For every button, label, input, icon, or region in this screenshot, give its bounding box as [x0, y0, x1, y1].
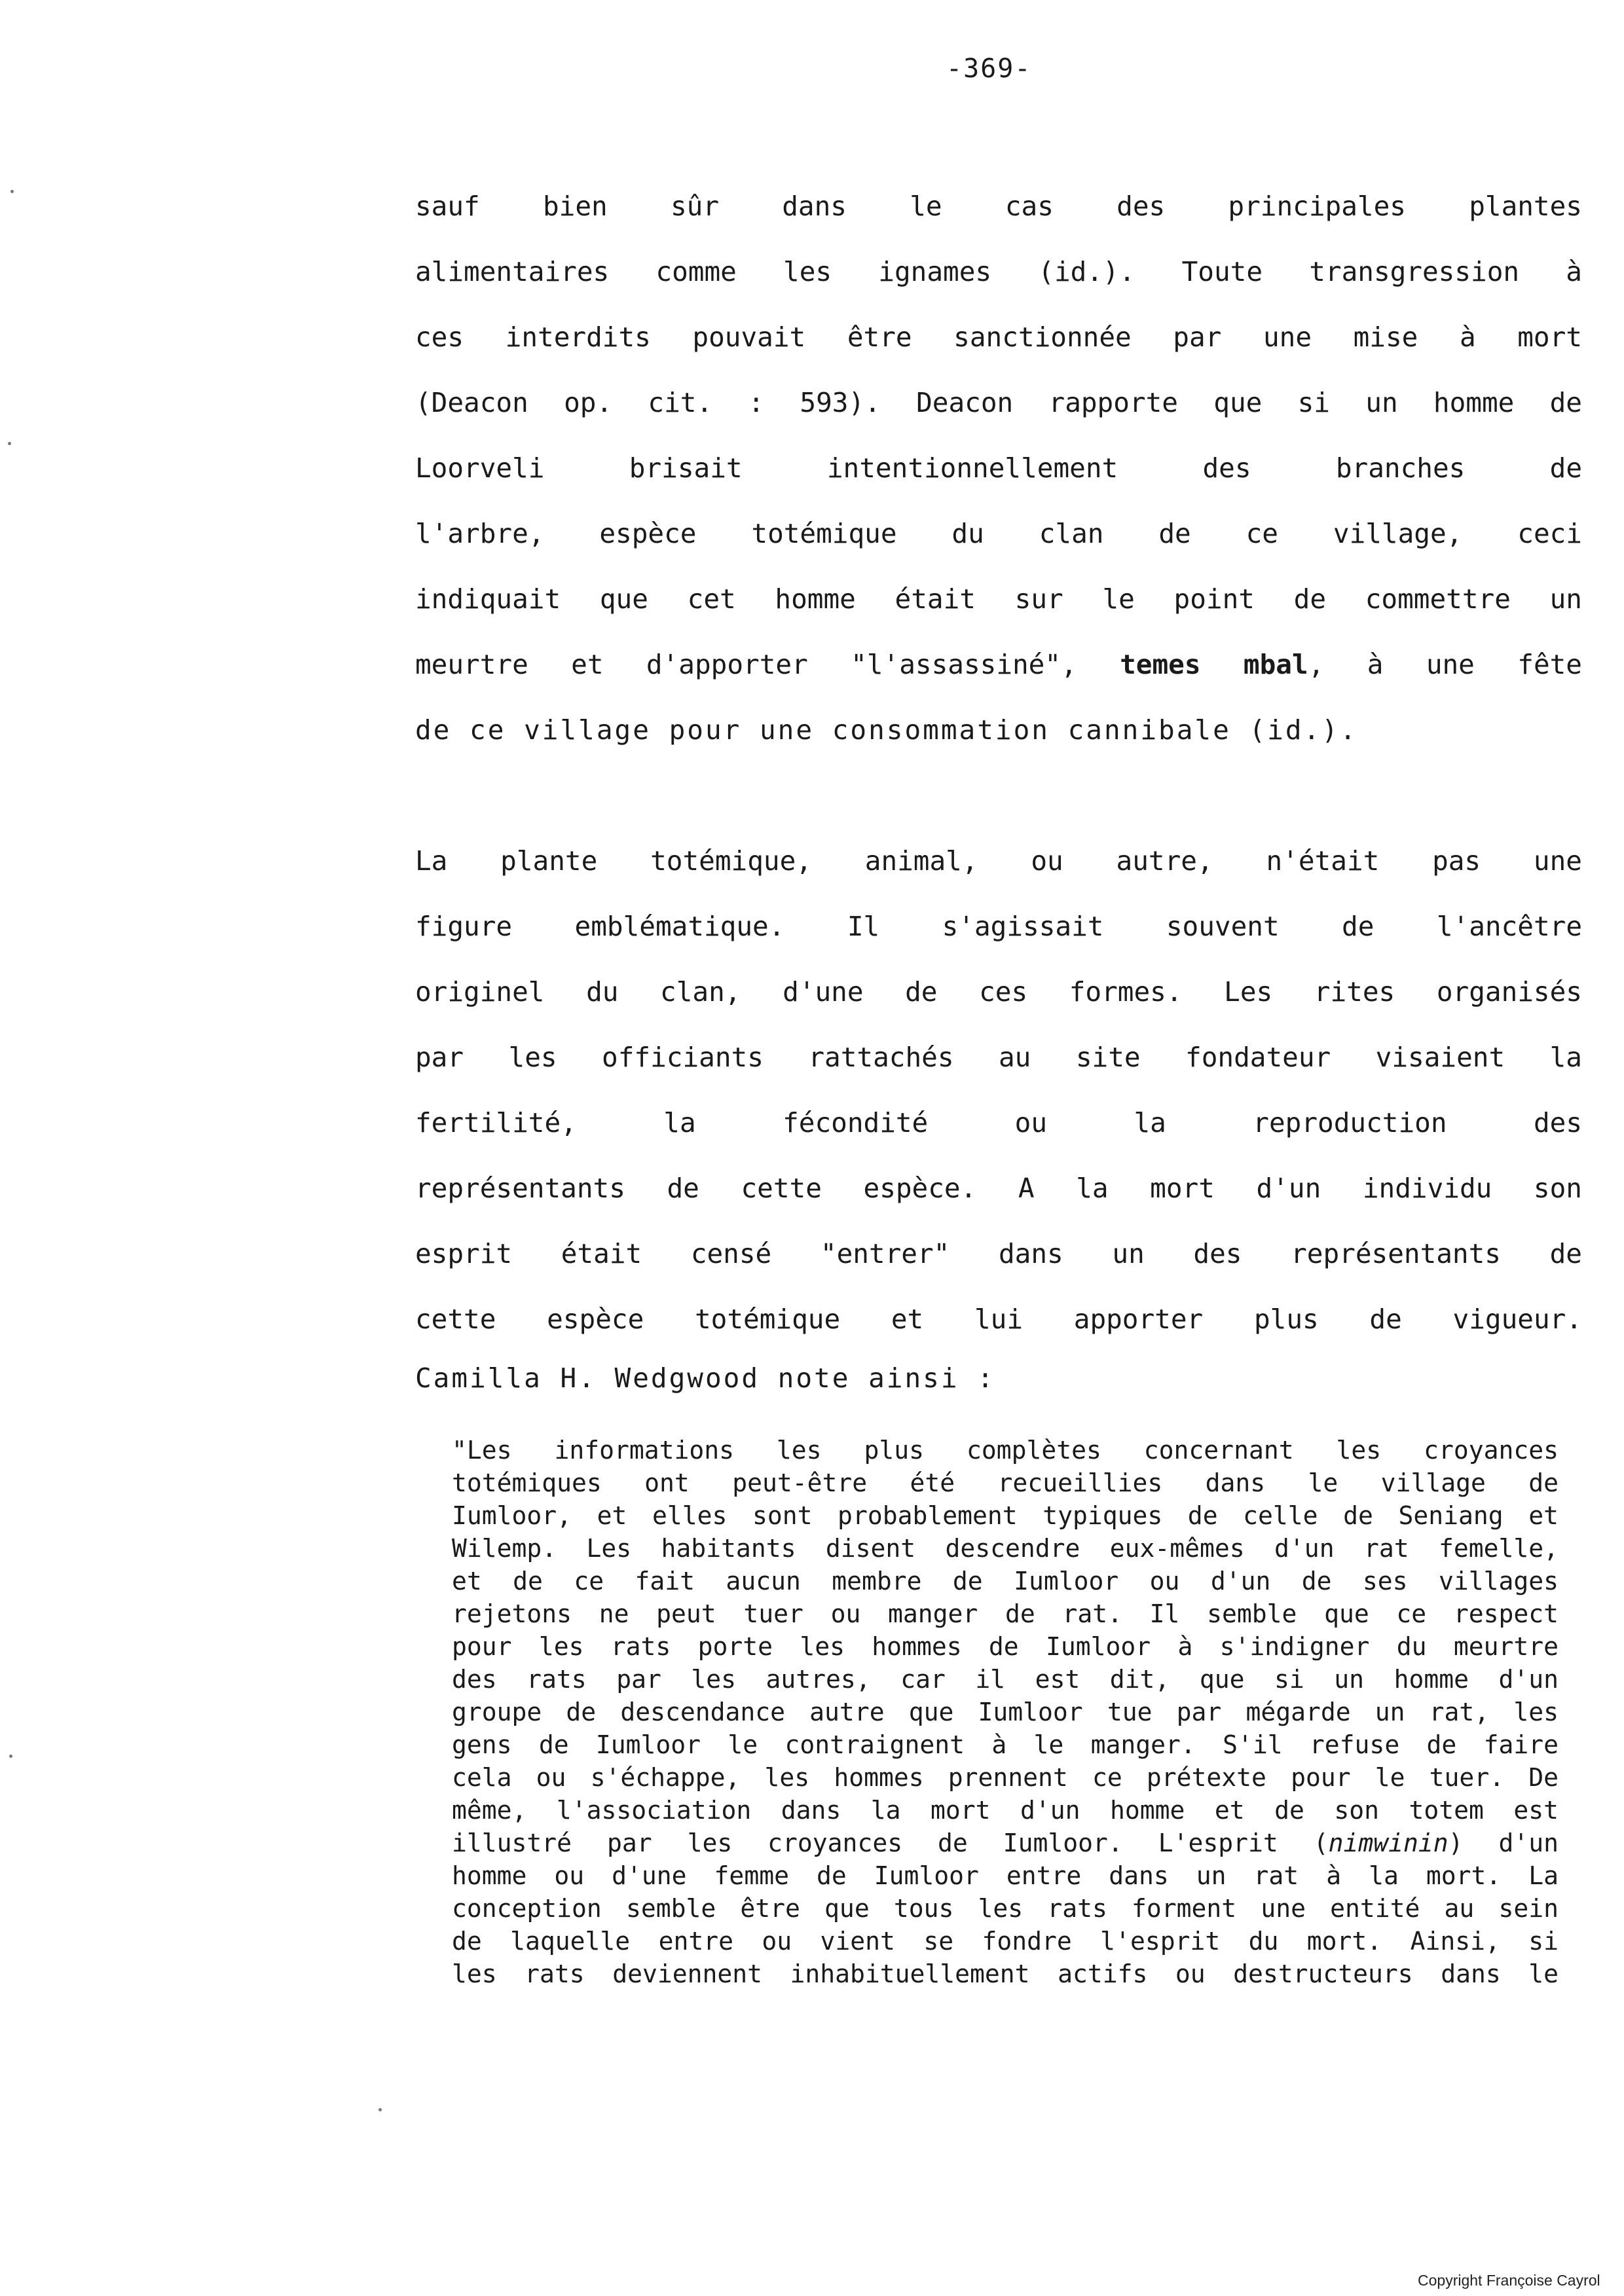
quote-line: même, l'association dans la mort d'un homme et de son totem est [452, 1796, 1559, 1825]
quote-line: de laquelle entre ou vient se fondre l'esprit du mort. Ainsi, si [452, 1927, 1559, 1956]
quote-line: les rats deviennent inhabituellement actifs ou destructeurs dans le [452, 1959, 1559, 1988]
quote-line: groupe de descendance autre que Iumloor tue par mégarde un rat, les [452, 1698, 1559, 1726]
body-line: de ce village pour une consommation cannibale (id.). [415, 714, 1358, 746]
quote-line-with-italic-term [452, 1827, 1559, 1859]
body-line: Camilla H. Wedgwood note ainsi : [415, 1362, 995, 1394]
body-line: esprit était censé "entrer" dans un des représentants de [415, 1238, 1582, 1269]
italic-term: nimwinin [1328, 1829, 1449, 1857]
body-line: indiquait que cet homme était sur le point de commettre un [415, 583, 1582, 615]
quote-line: pour les rats porte les hommes de Iumloor à s'indigner du meurtre [452, 1632, 1559, 1661]
text-segment: meurtre et d'apporter "l'assassiné", [415, 649, 1120, 680]
body-line: fertilité, la fécondité ou la reproduction des [415, 1107, 1582, 1139]
quote-line: conception semble être que tous les rats forment une entité au sein [452, 1894, 1559, 1923]
quote-line: totémiques ont peut-être été recueillies dans le village de [452, 1468, 1559, 1497]
scan-speck [8, 442, 11, 445]
body-line: (Deacon op. cit. : 593). Deacon rapporte que si un homme de [415, 387, 1582, 418]
quote-line: "Les informations les plus complètes concernant les croyances [452, 1436, 1559, 1465]
body-line: représentants de cette espèce. A la mort d'un individu son [415, 1173, 1582, 1204]
quote-line: des rats par les autres, car il est dit, que si un homme d'un [452, 1665, 1559, 1694]
quote-line: Wilemp. Les habitants disent descendre eux-mêmes d'un rat femelle, [452, 1534, 1559, 1563]
quote-line: homme ou d'une femme de Iumloor entre dans un rat à la mort. La [452, 1861, 1559, 1890]
body-line: sauf bien sûr dans le cas des principales plantes [415, 191, 1582, 222]
scan-speck [378, 2108, 382, 2111]
body-line: Loorveli brisait intentionnellement des branches de [415, 452, 1582, 484]
scan-speck [10, 190, 14, 193]
quote-line: cela ou s'échappe, les hommes prennent ce prétexte pour le tuer. De [452, 1763, 1559, 1792]
bold-term: temes mbal [1120, 649, 1308, 680]
quote-line: rejetons ne peut tuer ou manger de rat. Il semble que ce respect [452, 1599, 1559, 1628]
body-line: par les officiants rattachés au site fondateur visaient la [415, 1042, 1582, 1073]
copyright-notice: Copyright Françoise Cayrol [1418, 2272, 1600, 2289]
body-line: originel du clan, d'une de ces formes. Les rites organisés [415, 976, 1582, 1008]
text-segment: , à une fête [1308, 649, 1582, 680]
body-line-with-bold-term [415, 645, 1582, 684]
body-line: La plante totémique, animal, ou autre, n'était pas une [415, 845, 1582, 877]
body-line: ces interdits pouvait être sanctionnée par une mise à mort [415, 321, 1582, 353]
body-line: l'arbre, espèce totémique du clan de ce village, ceci [415, 518, 1582, 549]
quote-line: et de ce fait aucun membre de Iumloor ou d'un de ses villages [452, 1567, 1559, 1595]
body-line: figure emblématique. Il s'agissait souvent de l'ancêtre [415, 911, 1582, 942]
body-line: alimentaires comme les ignames (id.). Toute transgression à [415, 256, 1582, 287]
quote-line: gens de Iumloor le contraignent à le manger. S'il refuse de faire [452, 1730, 1559, 1759]
quote-line: Iumloor, et elles sont probablement typiques de celle de Seniang et [452, 1501, 1559, 1530]
text-segment: illustré par les croyances de Iumloor. L'esprit ( [452, 1829, 1329, 1857]
body-line: cette espèce totémique et lui apporter plus de vigueur. [415, 1303, 1582, 1335]
scan-speck [9, 1755, 12, 1758]
text-segment: ) d'un [1448, 1829, 1559, 1857]
page-number: -369- [946, 54, 1032, 84]
